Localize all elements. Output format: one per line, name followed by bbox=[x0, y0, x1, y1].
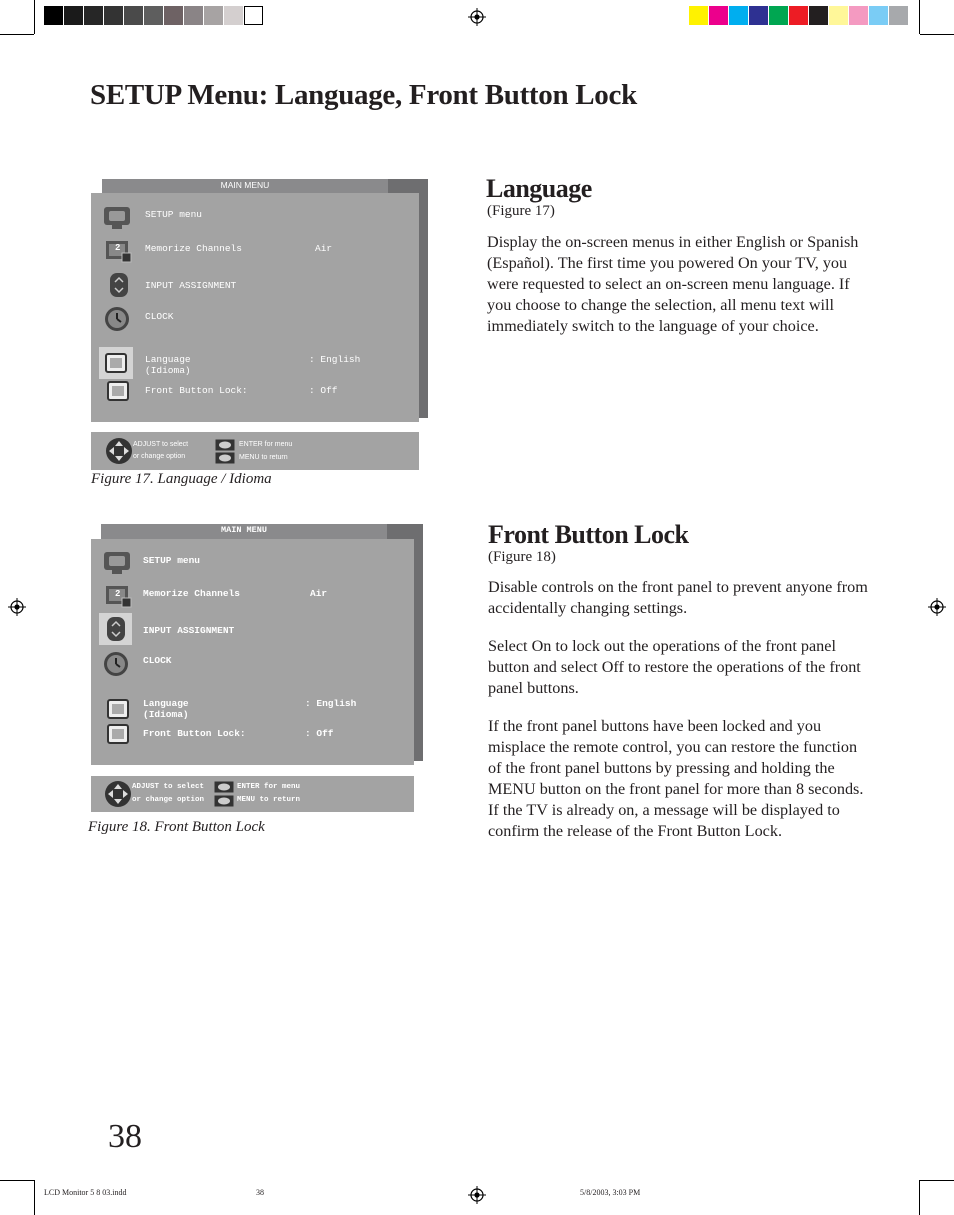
color-swatch bbox=[769, 6, 788, 25]
body-paragraph: Select On to lock out the operations of the front panel button and select Off to restore the operations of the front panel buttons. bbox=[488, 637, 861, 697]
input-assignment-icon bbox=[106, 616, 126, 642]
menu-value-memorize: Air bbox=[315, 243, 333, 254]
menu-item-setup: SETUP menu bbox=[143, 555, 201, 566]
input-assignment-icon bbox=[109, 272, 129, 298]
osd-title-bar: MAIN MENU bbox=[102, 179, 388, 193]
crop-mark bbox=[34, 0, 35, 34]
badge-number: 2 bbox=[115, 243, 121, 253]
front-lock-icon bbox=[107, 724, 129, 744]
gray-swatch bbox=[144, 6, 163, 25]
legend-menu: MENU to return bbox=[239, 454, 288, 461]
osd-screen bbox=[91, 193, 419, 422]
gray-swatch bbox=[244, 6, 263, 25]
menu-item-clock: CLOCK bbox=[143, 655, 172, 666]
menu-item-language: Language bbox=[143, 698, 189, 709]
menu-item-clock: CLOCK bbox=[145, 311, 174, 322]
gray-swatch bbox=[204, 6, 223, 25]
enter-button-icon bbox=[214, 781, 234, 793]
registration-mark-icon bbox=[468, 1186, 486, 1204]
footer-timestamp: 5/8/2003, 3:03 PM bbox=[580, 1188, 641, 1197]
crop-mark bbox=[920, 1180, 954, 1181]
figure-caption: Figure 17. Language / Idioma bbox=[91, 471, 272, 487]
gray-swatch bbox=[184, 6, 203, 25]
body-paragraph: Disable controls on the front panel to prevent anyone from accidentally changing settings. bbox=[488, 578, 868, 617]
osd-legend bbox=[91, 776, 414, 812]
language-icon bbox=[105, 353, 127, 373]
front-lock-icon bbox=[107, 381, 129, 401]
footer-filename: LCD Monitor 5 8 03.indd bbox=[44, 1188, 127, 1197]
osd-screen bbox=[91, 539, 414, 765]
figure-reference: (Figure 18) bbox=[488, 549, 556, 565]
badge-number: 2 bbox=[115, 589, 121, 599]
setup-tv-icon bbox=[103, 551, 131, 575]
legend-enter: ENTER for menu bbox=[239, 441, 293, 448]
menu-item-memorize: Memorize Channels bbox=[143, 588, 240, 599]
section-heading-language: Language bbox=[486, 174, 592, 203]
color-swatch bbox=[849, 6, 868, 25]
menu-value-lock: : Off bbox=[309, 385, 338, 396]
crop-mark bbox=[920, 34, 954, 35]
legend-adjust: ADJUST to select bbox=[132, 783, 205, 791]
legend-enter: ENTER for menu bbox=[237, 783, 301, 791]
dpad-icon bbox=[104, 780, 132, 808]
menu-item-lock: Front Button Lock: bbox=[145, 385, 248, 396]
enter-button-icon bbox=[215, 439, 235, 451]
legend-menu: MENU to return bbox=[237, 796, 301, 804]
language-icon bbox=[107, 699, 129, 719]
page-number: 38 bbox=[108, 1118, 142, 1155]
color-swatch bbox=[809, 6, 828, 25]
menu-button-icon bbox=[215, 452, 235, 464]
gray-swatch bbox=[84, 6, 103, 25]
menu-value-memorize: Air bbox=[310, 588, 328, 599]
crop-mark bbox=[0, 34, 34, 35]
dpad-icon bbox=[105, 437, 133, 465]
crop-mark bbox=[34, 1180, 35, 1215]
menu-item-lock: Front Button Lock: bbox=[143, 728, 246, 739]
section-heading-front-lock: Front Button Lock bbox=[488, 520, 689, 549]
menu-value-language: : English bbox=[305, 698, 357, 709]
legend-change: or change option bbox=[132, 796, 205, 804]
menu-item-memorize: Memorize Channels bbox=[145, 243, 242, 254]
menu-button-icon bbox=[214, 795, 234, 807]
osd-title-bar: MAIN MENU bbox=[101, 524, 387, 539]
figure-caption: Figure 18. Front Button Lock bbox=[88, 819, 265, 835]
clock-icon bbox=[103, 305, 131, 333]
legend-adjust: ADJUST to select bbox=[133, 441, 189, 448]
gray-swatch bbox=[44, 6, 63, 25]
menu-item-language-sub: (Idioma) bbox=[143, 709, 189, 720]
body-paragraph: If the front panel buttons have been locked and you misplace the remote control, you can restore the function of the front panel buttons by pressing and holding the MENU button on the front panel for more than 8 seconds. If the TV is already on, a message will be displayed to confirm the release of the Front Button Lock. bbox=[488, 717, 864, 840]
body-paragraph: Display the on-screen menus in either English or Spanish (Español). The first time you powered On your TV, you were requested to select an on-screen menu language. If you choose to change the selection, all menu text will immediately switch to the language of your choice. bbox=[487, 233, 859, 335]
color-swatch bbox=[789, 6, 808, 25]
menu-item-language: Language bbox=[145, 354, 191, 365]
gray-swatch bbox=[104, 6, 123, 25]
footer-page: 38 bbox=[256, 1188, 264, 1197]
color-swatch bbox=[709, 6, 728, 25]
color-swatch bbox=[689, 6, 708, 25]
figure-reference: (Figure 17) bbox=[487, 203, 555, 219]
color-swatch bbox=[749, 6, 768, 25]
crop-mark bbox=[0, 1180, 34, 1181]
gray-swatch bbox=[164, 6, 183, 25]
menu-item-setup: SETUP menu bbox=[145, 209, 203, 220]
gray-swatch bbox=[124, 6, 143, 25]
legend-change: or change option bbox=[133, 453, 186, 460]
color-swatch bbox=[729, 6, 748, 25]
menu-item-input: INPUT ASSIGNMENT bbox=[143, 625, 235, 636]
color-swatch bbox=[869, 6, 888, 25]
osd-legend bbox=[91, 432, 419, 470]
page-title: SETUP Menu: Language, Front Button Lock bbox=[90, 79, 637, 111]
setup-tv-icon bbox=[103, 206, 131, 230]
gray-swatch bbox=[224, 6, 243, 25]
menu-item-input: INPUT ASSIGNMENT bbox=[145, 280, 237, 291]
crop-mark bbox=[919, 1180, 920, 1215]
registration-mark-icon bbox=[468, 8, 486, 26]
color-swatch bbox=[829, 6, 848, 25]
menu-value-language: : English bbox=[309, 354, 361, 365]
crop-mark bbox=[919, 0, 920, 34]
registration-mark-icon bbox=[928, 598, 946, 616]
gray-swatch bbox=[64, 6, 83, 25]
clock-icon bbox=[102, 650, 130, 678]
registration-mark-icon bbox=[8, 598, 26, 616]
menu-item-language-sub: (Idioma) bbox=[145, 365, 191, 376]
color-swatch bbox=[889, 6, 908, 25]
menu-value-lock: : Off bbox=[305, 728, 334, 739]
